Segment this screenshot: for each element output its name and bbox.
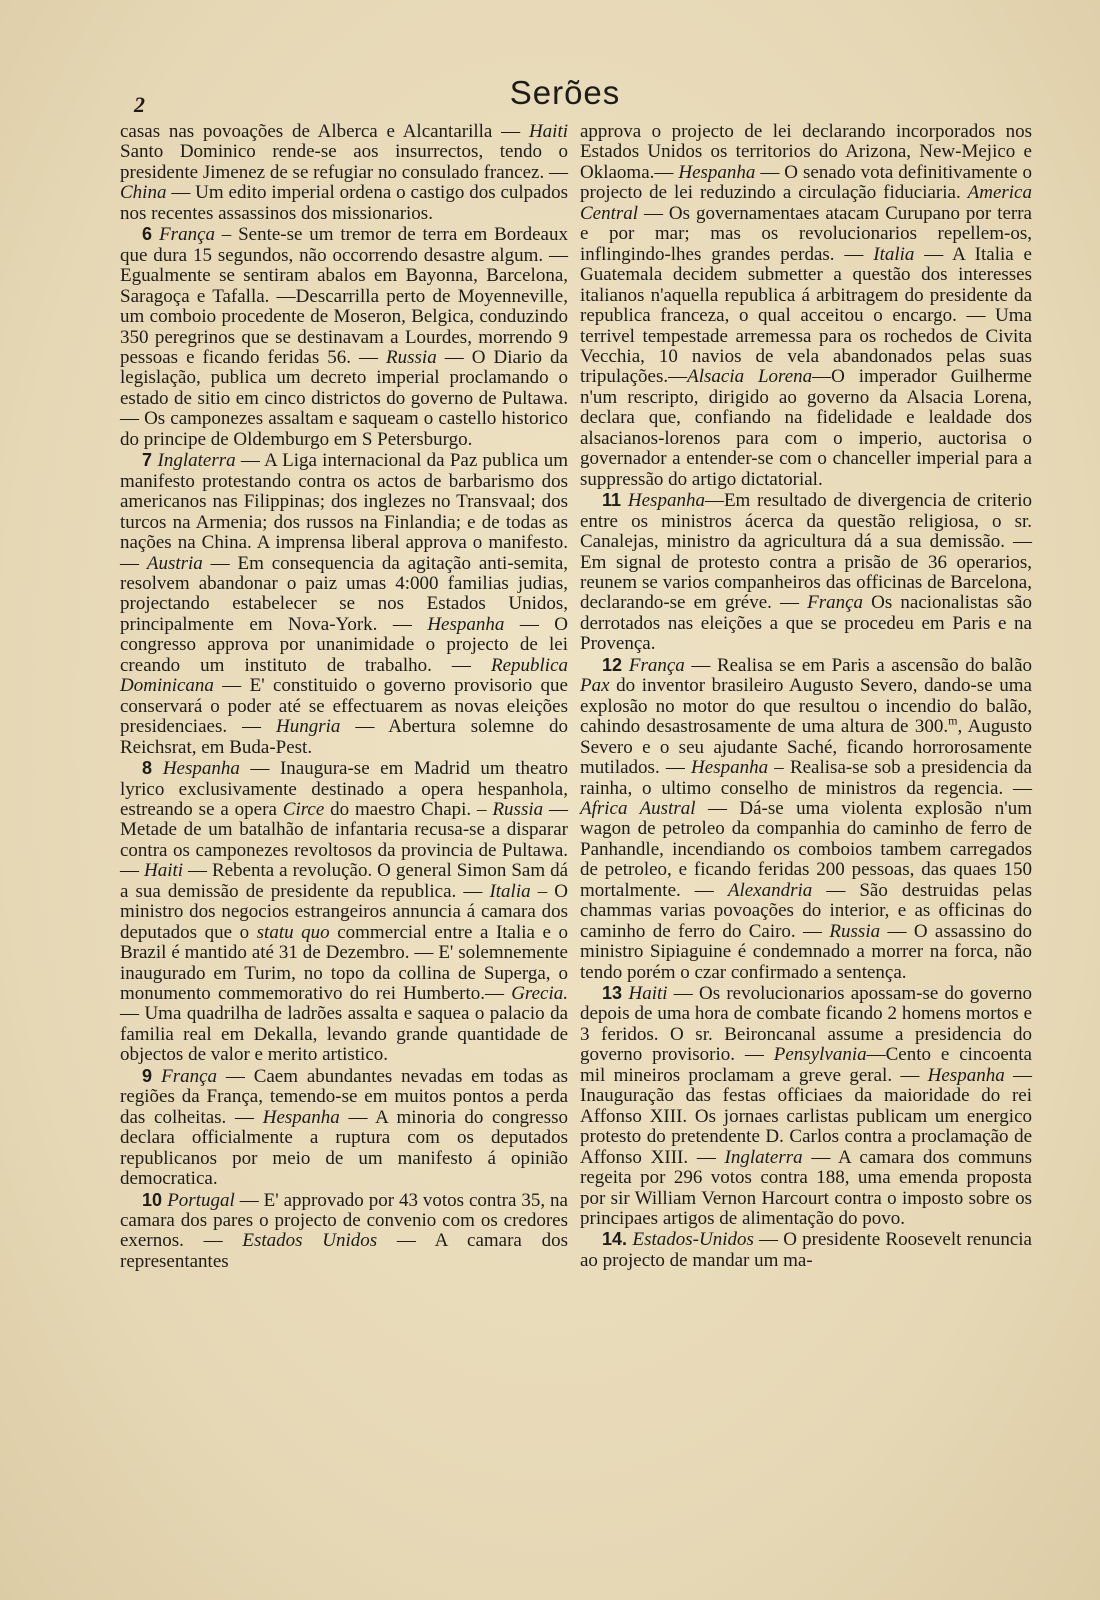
text-run: — Um edito imperial ordena o castigo dos culpados nos recentes assassinos dos missionarios. (120, 182, 568, 224)
day-number: 8 (142, 758, 163, 779)
day-number: 7 (142, 450, 158, 471)
superscript: m (948, 713, 958, 728)
text-run: — O senado vota definitivamente o projecto de lei reduzindo a circulação fiduciaria. (580, 161, 1032, 204)
text-run: — E' approvado por 43 votos contra 35, na camara dos pares o projecto de convenio com os credores exernos. — (120, 1189, 568, 1252)
text-run: Os nacionalistas são derrotados nas eleições a que se procedeu em Paris e na Provença. (580, 592, 1032, 655)
italic-heading: Russia (829, 920, 881, 942)
paragraph (580, 490, 1032, 655)
italic-heading: Portugal (167, 1189, 235, 1211)
text-run: — A camara dos communs regeita por 296 votos contra 188, uma emenda proposta por sir William Vernon Harcourt contra o imposto sobre os principaes artigos de alimentação do povo. (580, 1146, 1032, 1230)
text-run: — Abertura solemne do Reichsrat, em Buda-Pest. (120, 716, 568, 758)
italic-heading: Italia (489, 880, 531, 902)
italic-heading: Hespanha (427, 613, 505, 635)
italic-heading: Grecia. (511, 983, 568, 1005)
text-run: casas nas povoações de Alberca e Alcantarilla — (120, 121, 529, 142)
paragraph (120, 758, 568, 1066)
text-run: —Cento e cincoenta mil mineiros proclamam a greve geral. — (580, 1044, 1032, 1086)
text-run: — Uma quadrilha de ladrões assalta e saquea o palacio da familia real em Dekalla, levando grande quantidade de objectos de valor e merito artistico. (120, 1003, 568, 1066)
italic-heading: Estados-Unidos (632, 1229, 754, 1251)
text-run: — Caem abundantes nevadas em todas as regiões da França, temendo-se em muitos pontos a perda das colheitas. — (120, 1065, 568, 1128)
italic-heading: Austria (146, 552, 203, 574)
text-run: — Inaugura-se em Madrid um theatro lyrico exclusivamente destinado a opera hespanhola, estreando se a opera (120, 758, 568, 820)
italic-heading: Hespanha (627, 490, 705, 512)
italic-heading: Russia (492, 798, 544, 820)
paragraph (120, 122, 568, 224)
paragraph (120, 450, 568, 758)
day-number: 10 (142, 1189, 168, 1210)
text-run: — Os revolucionarios apossam-se do governo depois de uma hora de combate ficando 2 homens mortos e 3 feridos. O sr. Beironcanal assume a presidencia do governo provisorio. — (580, 983, 1032, 1066)
text-run: — O assassino do ministro Sipiaguine é condemnado a morrer na forca, não tendo porém o czar confirmado a sentença. (580, 920, 1033, 983)
italic-heading: França (807, 592, 864, 614)
paragraph (120, 224, 568, 450)
left-column (120, 122, 568, 1272)
text-run: — A Italia e Guatemala decidem submetter a questão dos interesses italianos n'aquella republica á arbitragem do presidente da republica franceza, o qual acceitou o encargo. — Uma terrivel tempestade arremessa para os rochedos de Civita Vecchia, 10 navios de vela abandonados pelas suas tripulações.— (580, 243, 1032, 388)
text-run: Santo Dominico rende-se aos insurrectos, tendo o presidente Jimenez de se refugiar no consulado francez. — (120, 141, 568, 183)
text-run: — Dá-se uma violenta explosão n'um wagon de petroleo da companhia do caminho de ferro de Panhandle, incendiando os comboios tambem carregados de petroleo, e ficando feridas 200 pessoas, das quaes 150 mortalmente. — (580, 797, 1033, 901)
italic-heading: França (628, 654, 685, 676)
running-title: Serões (509, 74, 621, 111)
right-column (580, 122, 1032, 1271)
text-run: , Augusto Severo e o seu ajudante Saché, ficando horrorosamente mutilados. — (580, 716, 1032, 779)
day-number: 9 (142, 1065, 162, 1086)
text-run: — São destruidas pelas chammas varias povoações do interior, e as officinas do caminho de ferro do Cairo. — (580, 879, 1032, 942)
text-run: — Realisa se em Paris a ascensão do balão (684, 654, 1033, 676)
italic-heading: Pensylvania (773, 1044, 867, 1066)
day-number: 13 (602, 983, 629, 1004)
text-run: — Rebenta a revolução. O general Simon Sam dá a sua demissão de presidente da republica. — (120, 860, 568, 902)
italic-heading: Haiti (628, 983, 668, 1005)
page-header (120, 72, 1010, 116)
paragraph (580, 655, 1032, 983)
paragraph (120, 1190, 568, 1273)
text-run: —Em resultado de divergencia de criterio entre os ministros ácerca da questão religiosa, o sr. Canalejas, ministro da agricultura dá a sua demissão. — Em signal de protesto contra a prisão de 36 operarios, reunem se varios companheiros das officinas de Barcelona, declarando-se em gréve. — (580, 490, 1033, 614)
text-run: — Os governamentaes atacam Curupano por terra e por mar; mas os revolucionarios repellem-os, inflingindo-lhes grandes perdas. — (580, 202, 1032, 265)
day-number: 12 (602, 654, 629, 675)
italic-heading: statu quo (256, 921, 330, 943)
paragraph (580, 122, 1032, 490)
text-run: — E' constituido o governo provisorio que conservará o poder até se effectuarem as novas eleições presidenciaes. — (120, 675, 568, 738)
page-number: 2 (134, 92, 145, 117)
italic-heading: Africa Austral (580, 797, 696, 819)
paragraph (580, 1229, 1032, 1271)
italic-heading: Republica Dominicana (120, 654, 568, 697)
day-number: 14. (602, 1229, 633, 1250)
italic-heading: America Central (580, 182, 1032, 224)
text-run: —O imperador Guilherme n'um rescripto, dirigido ao governo da Alsacia Lorena, declara que, confiando na fidelidade e lealdade dos alsacianos-lorenos para com o imperio, auctorisa o governador a entender-se com o chanceller imperial para a suppressão do artigo dictatorial. (580, 366, 1032, 490)
italic-heading: Inglaterra (157, 450, 236, 472)
italic-heading: Hespanha (927, 1064, 1005, 1086)
italic-heading: Hespanha (162, 758, 240, 780)
paragraph (580, 983, 1032, 1229)
day-number: 6 (142, 224, 160, 245)
italic-heading: China (120, 182, 167, 204)
italic-heading: Estados Unidos (242, 1230, 378, 1252)
italic-heading: Circe (282, 798, 325, 820)
text-run: – O ministro dos negocios estrangeiros annuncia á camara dos deputados que o (120, 880, 568, 943)
text-run: commercial entre a Italia e o Brazil é mantido até 31 de Dezembro. — E' solemnemente inaugurado em Turim, no topo da collina de Superga, o monumento commemorativo do rei Humberto.— (120, 921, 569, 1005)
text-run: — O congresso approva por unanimidade o projecto de lei creando um instituto de trabalho. — (120, 613, 568, 676)
text-run: — O Diario da legislação, publica um decreto imperial proclamando o estado de sitio em cinco districtos do governo de Pultawa. — Os camponezes assaltam e saqueam o castello historico do principe de Oldemburgo em S Petersburgo. (120, 346, 568, 450)
text-run: — A camara dos representantes (120, 1230, 568, 1272)
text-run: — A minoria do congresso declara officialmente a ruptura com os deputados republicanos por meio de um manifesto á opinião democratica. (120, 1106, 568, 1190)
text-run: — Metade de um batalhão de infantaria recusa-se a disparar contra os camponezes revoltosos da provincia de Pultawa. — (120, 798, 568, 882)
text-run: — O presidente Roosevelt renuncia ao projecto de mandar um ma- (580, 1229, 1032, 1271)
italic-heading: Hespanha (691, 757, 769, 779)
italic-heading: Hespanha (262, 1106, 340, 1128)
italic-heading: França (161, 1065, 218, 1087)
text-run: approva o projecto de lei declarando incorporados nos Estados Unidos os territorios do Arizona, New-Mejico e Oklaoma.— (580, 121, 1032, 183)
italic-heading: Haiti (528, 121, 568, 142)
paragraph (120, 1066, 568, 1190)
italic-heading: Inglaterra (724, 1146, 803, 1168)
text-run: do maestro Chapi. – (324, 798, 493, 820)
italic-heading: Italia (873, 243, 915, 265)
italic-heading: Russia (386, 346, 437, 368)
text-run: — A Liga internacional da Paz publica um manifesto protestando contra os actos de barbarismo dos americanos nas Filippinas; dos inglezes no Transvaal; dos turcos na Armenia; dos russos na Finlandia; e de todas as nações na China. A imprensa liberal approva o manifesto. — (120, 450, 569, 574)
text-run: — Em consequencia da agitação anti-semita, resolvem abandonar o paiz umas 4:000 familias judias, projectando estabelecer se nos Estados Unidos, principalmente em Nova-York. — (120, 552, 568, 635)
italic-heading: Hespanha (678, 161, 756, 183)
text-run: – Sente-se um tremor de terra em Bordeaux que dura 15 segundos, não occorrendo desastre algum. — Egualmente se sentiram abalos em Bayonna, Barcelona, Saragoça e Tafalla. —Descarrilla perto de Moyenneville, um comboio procedente de Moseron, Belgica, conduzindo 350 peregrinos que se destinavam a Lourdes, morrendo 9 pessoas e ficando feridas 56. — (120, 224, 568, 368)
day-number: 11 (602, 490, 628, 511)
text-run: – Realisa-se sob a presidencia da rainha, o ultimo conselho de ministros da regencia. — (580, 757, 1032, 799)
italic-heading: Hungria (276, 716, 341, 738)
italic-heading: Alsacia Lorena (687, 366, 813, 388)
italic-heading: Alexandria (727, 879, 813, 901)
italic-heading: Haiti (143, 860, 184, 882)
text-run: — Inauguração das festas officiaes da maioridade do rei Affonso XIII. Os jornaes carlistas publicam um energico protesto do pretendente D. Carlos contra a proclamação de Affonso XIII. — (580, 1064, 1033, 1168)
text-run: do inventor brasileiro Augusto Severo, dando-se uma explosão no motor do que resultou o incendio do balão, cahindo desastrosamente de uma altura de 300. (580, 675, 1032, 738)
italic-heading: França (159, 224, 215, 246)
italic-heading: Pax (580, 675, 610, 697)
